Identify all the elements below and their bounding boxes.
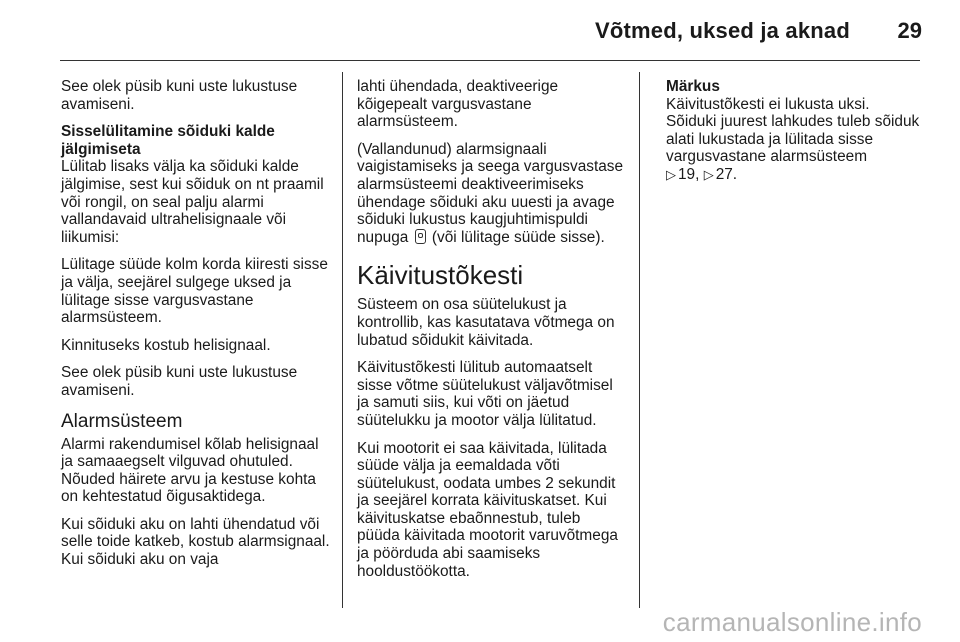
page-reference-arrow-icon: ▷ xyxy=(666,166,676,182)
paragraph: Alarmi rakendumisel kõlab helisignaal ja samaaegselt vilguvad ohutuled. Nõuded häirete arvu ja kestuse kohta on kehtestatud õigusaktidega. xyxy=(61,435,319,506)
paragraph: See olek püsib kuni uste lukustuse avamiseni. xyxy=(61,364,298,399)
paragraph: Lülitage süüde kolm korda kiiresti sisse ja välja, seejärel sulgege uksed ja lülitage sisse vargusvastane alarmsüsteem. xyxy=(61,256,328,327)
note-block xyxy=(666,78,922,184)
column-2 xyxy=(357,78,627,590)
page-reference-arrow-icon: ▷ xyxy=(703,166,714,182)
page-reference-link[interactable]: 19, xyxy=(678,165,700,183)
paragraph: Süsteem on osa süütelukust ja kontrollib, kas kasutatava võtmega on lubatud sõidukit käivitada. xyxy=(357,296,615,349)
unlock-button-icon xyxy=(415,229,426,244)
paragraph: Kui mootorit ei saa käivitada, lülitada süüde välja ja eemaldada võti süütelukust, oodata umbes 2 sekundit ja seejärel korrata käivituskatset. Kui käivituskatse ebaõnnestub, tuleb püüda käivitada mootorit varuvõtmega ja pöörduda abi saamiseks hooldustöökotta. xyxy=(357,439,618,580)
column-1 xyxy=(61,78,333,579)
paragraph-with-subhead xyxy=(61,123,333,246)
section-heading-alarm: Alarmsüsteem xyxy=(61,410,183,432)
subheading: Sisselülitamine sõiduki kalde jälgimiseta xyxy=(61,123,275,158)
paragraph-text: (Vallandunud) alarmsignaali vaigistamiseks ja seega vargusvastase alarmsüsteemi deaktiveerimiseks ühendage sõiduki aku uuesti ja avage sõiduki lukustus kaugjuhtimispuldi nupuga xyxy=(357,140,624,246)
column-divider-1 xyxy=(342,72,343,608)
page-reference-link[interactable]: 27. xyxy=(715,165,738,183)
paragraph-with-icon xyxy=(357,141,627,247)
header-divider xyxy=(60,60,920,61)
note-text: Käivitustõkesti ei lukusta uksi. Sõiduki juurest lahkudes tuleb sõiduk alati lukustada ja lülitada sisse vargusvastane alarmsüsteem xyxy=(666,95,920,166)
paragraph: Käivitustõkesti lülitub automaatselt sisse võtme süütelukust väljavõtmisel ja samuti siis, kui võti on jäetud süütelukku ja mootor välja lülitatud. xyxy=(357,359,613,429)
paragraph-text: Lülitab lisaks välja ka sõiduki kalde jälgimise, sest kui sõiduk on nt praamil või rongil, on seal palju alarmi vallandavaid ultrahelisignaale või liikumisi: xyxy=(61,158,324,246)
page-title: Võtmed, uksed ja aknad xyxy=(594,18,850,43)
note-heading: Märkus xyxy=(666,78,720,95)
section-heading-immobilizer: Käivitustõkesti xyxy=(357,260,524,291)
paragraph: Kui sõiduki aku on lahti ühendatud või selle toide katkeb, kostub alarmsignaal. Kui sõiduki aku on vaja xyxy=(61,515,330,569)
page-number: 29 xyxy=(897,18,922,43)
column-3 xyxy=(666,78,922,194)
paragraph: See olek püsib kuni uste lukustuse avamiseni. xyxy=(61,78,298,113)
watermark: carmanualsonline.info xyxy=(662,607,922,637)
page-header xyxy=(0,14,960,50)
paragraph: lahti ühendada, deaktiveerige kõigepealt vargusvastane alarmsüsteem. xyxy=(357,78,559,131)
paragraph: Kinnituseks kostub helisignaal. xyxy=(61,336,271,354)
paragraph-text: (või lülitage süüde sisse). xyxy=(431,228,605,246)
column-divider-2 xyxy=(639,72,640,608)
